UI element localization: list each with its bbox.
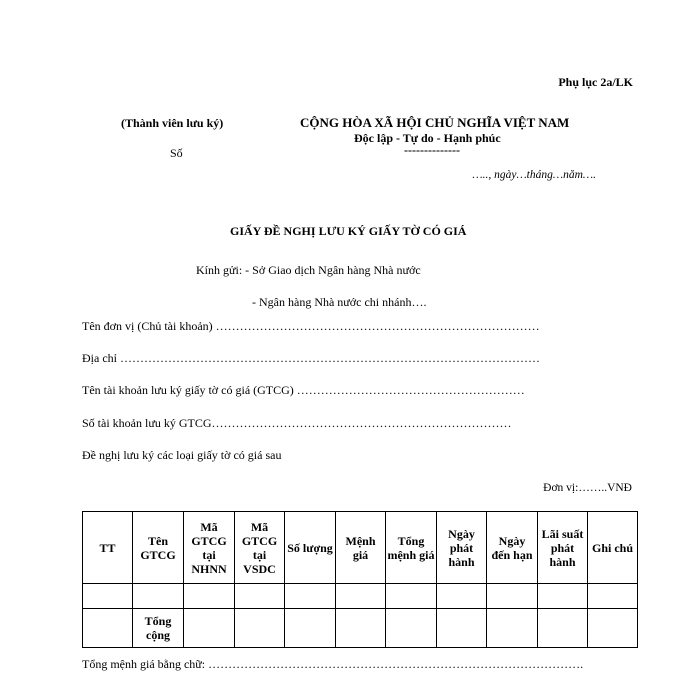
header-maturity-date: Ngày đến hạn (487, 512, 538, 584)
table-cell (235, 584, 285, 609)
field-account-name: Tên tài khoản lưu ký giấy tờ có giá (GTCG) ………………………………………………… (82, 383, 525, 397)
table-cell (437, 609, 487, 648)
date-line: ….., ngày…tháng…năm…. (472, 169, 596, 181)
recipient-1: - Sở Giao dịch Ngân hàng Nhà nước (245, 263, 421, 277)
recipient-2: - Ngân hàng Nhà nước chi nhánh…. (252, 295, 427, 309)
table-cell (83, 584, 133, 609)
document-title: GIẤY ĐỀ NGHỊ LƯU KÝ GIẤY TỜ CÓ GIÁ (230, 224, 467, 238)
table-cell (285, 584, 336, 609)
total-in-words: Tổng mệnh giá bằng chữ: …………………………………………………………………………………. (82, 657, 584, 671)
header-tt: TT (83, 512, 133, 584)
field-unit-name: Tên đơn vị (Chủ tài khoản) ……………………………………………………………………… (82, 319, 540, 333)
table-cell (235, 609, 285, 648)
motto: Độc lập - Tự do - Hạnh phúc (354, 131, 501, 145)
header-issue-date: Ngày phát hành (437, 512, 487, 584)
number-label: Số (170, 146, 183, 160)
table-header-row (83, 512, 638, 584)
table-cell (386, 609, 437, 648)
table-cell (184, 584, 235, 609)
table-cell (487, 609, 538, 648)
table-cell (386, 584, 437, 609)
total-label: Tổng cộng (133, 609, 184, 648)
recipient-block (196, 263, 421, 278)
table-cell (336, 609, 386, 648)
header-total-par: Tổng mệnh giá (386, 512, 437, 584)
header-code-nhnn: Mã GTCG tại NHNN (184, 512, 235, 584)
table-row (83, 584, 638, 609)
recipient-label: Kính gửi: (196, 263, 243, 277)
table-cell (538, 584, 588, 609)
field-address: Địa chỉ …………………………………………………………………………………………… (82, 351, 540, 365)
table-cell (184, 609, 235, 648)
appendix-label: Phụ lục 2a/LK (558, 75, 633, 89)
table-cell (588, 584, 638, 609)
country-name: CỘNG HÒA XÃ HỘI CHỦ NGHĨA VIỆT NAM (300, 115, 570, 130)
table-cell (588, 609, 638, 648)
header-interest-rate: Lãi suất phát hành (538, 512, 588, 584)
header-name: Tên GTCG (133, 512, 184, 584)
table-cell (487, 584, 538, 609)
member-label: (Thành viên lưu ký) (121, 116, 224, 130)
securities-table (82, 511, 638, 648)
header-code-vsdc: Mã GTCG tại VSDC (235, 512, 285, 584)
table-cell (285, 609, 336, 648)
table-cell (83, 609, 133, 648)
unit-note: Đơn vị:……..VNĐ (543, 482, 632, 494)
motto-divider: -------------- (404, 143, 460, 157)
table-total-row (83, 609, 638, 648)
request-line: Đề nghị lưu ký các loại giấy tờ có giá sau (82, 448, 282, 462)
header-notes: Ghi chú (588, 512, 638, 584)
table-cell (336, 584, 386, 609)
field-account-number: Số tài khoản lưu ký GTCG………………………………………………………………… (82, 416, 512, 430)
table-cell (133, 584, 184, 609)
header-par-value: Mệnh giá (336, 512, 386, 584)
table-cell (437, 584, 487, 609)
table-cell (538, 609, 588, 648)
header-quantity: Số lượng (285, 512, 336, 584)
